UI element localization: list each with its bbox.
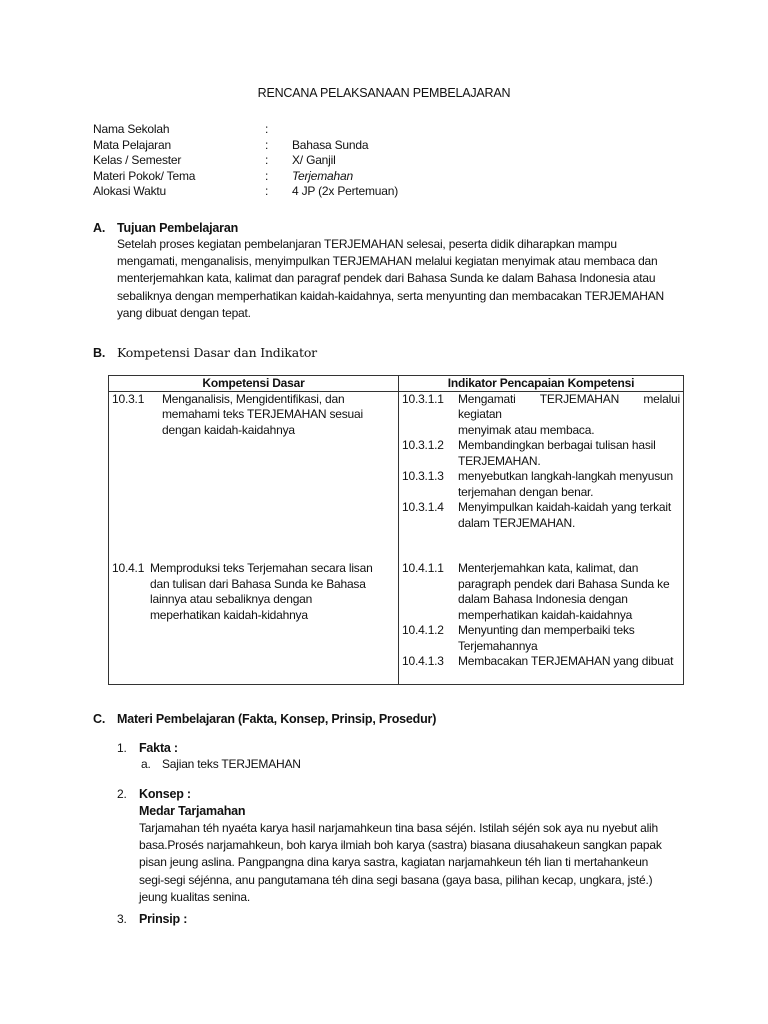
indikator-text bbox=[458, 500, 680, 531]
info-row bbox=[93, 184, 683, 200]
indikator-text bbox=[458, 392, 680, 439]
indikator-text-line: Terjemahannya bbox=[458, 638, 538, 653]
item-number: a. bbox=[141, 756, 151, 771]
info-row bbox=[93, 122, 683, 138]
info-colon: : bbox=[265, 153, 269, 167]
kd-text bbox=[150, 561, 395, 623]
info-value: Bahasa Sunda bbox=[292, 137, 369, 152]
info-row bbox=[93, 169, 683, 185]
section-letter: C. bbox=[93, 711, 106, 726]
info-value bbox=[292, 122, 683, 138]
kd bbox=[112, 392, 395, 439]
indikator-text bbox=[458, 561, 680, 623]
kompetensi-table bbox=[108, 375, 684, 685]
konsep-title: Konsep : bbox=[139, 786, 191, 801]
section-a-heading bbox=[93, 220, 683, 236]
section-c-heading bbox=[93, 711, 683, 727]
kd-cell bbox=[109, 531, 399, 684]
info-colon: : bbox=[265, 184, 269, 198]
indikator-text-line: TERJEMAHAN. bbox=[458, 453, 541, 468]
indikator-text bbox=[458, 654, 680, 670]
paragraph-line: segi-segi séjénna, anu pangutamana téh dina segi basana (gaya basa, pilihan kecap, ungkara, jsté.) bbox=[139, 872, 653, 887]
section-title: Kompetensi Dasar dan Indikator bbox=[117, 344, 317, 360]
kd-text-line: dengan kaidah-kaidahnya bbox=[162, 422, 295, 437]
indikator-code: 10.4.1.3 bbox=[402, 654, 444, 669]
indikator-text-line: dalam TERJEMAHAN. bbox=[458, 515, 576, 530]
indikator-code: 10.4.1.2 bbox=[402, 623, 444, 638]
item-number: 3. bbox=[117, 911, 127, 926]
info-label: Mata Pelajaran bbox=[93, 137, 171, 152]
indikator-code: 10.3.1.4 bbox=[402, 500, 444, 515]
indikator-code: 10.3.1.3 bbox=[402, 469, 444, 484]
indikator bbox=[402, 392, 680, 439]
info-label: Kelas / Semester bbox=[93, 153, 182, 167]
indikator-text-line: paragraph pendek dari Bahasa Sunda ke bbox=[458, 576, 670, 591]
indikator-code: 10.3.1.1 bbox=[402, 391, 444, 406]
info-colon: : bbox=[265, 168, 269, 183]
header-indikator: Indikator Pencapaian Kompetensi bbox=[399, 375, 684, 391]
info-row bbox=[93, 153, 683, 169]
document-title: RENCANA PELAKSANAAN PEMBELAJARAN bbox=[257, 86, 511, 100]
indikator bbox=[402, 438, 680, 469]
section-letter: B. bbox=[93, 345, 106, 360]
prinsip-title: Prinsip : bbox=[139, 911, 188, 926]
fakta-item: Sajian teks TERJEMAHAN bbox=[162, 756, 301, 771]
indikator-text-line: Membacakan TERJEMAHAN yang dibuat bbox=[458, 654, 674, 669]
item-number: 1. bbox=[117, 740, 127, 755]
indikator-text bbox=[458, 469, 680, 500]
kd-text-line: memahami teks TERJEMAHAN sesuai bbox=[162, 407, 363, 422]
konsep-subtitle: Medar Tarjamahan bbox=[139, 803, 246, 818]
paragraph-line: Tarjamahan téh nyaéta karya hasil narjamahkeun tina basa séjén. Istilah séjén sok aya nu nyebut alih bbox=[139, 820, 658, 835]
kd-text-line: dan tulisan dari Bahasa Sunda ke Bahasa bbox=[150, 576, 366, 591]
item-number: 2. bbox=[117, 786, 127, 801]
kd-code: 10.3.1 bbox=[112, 391, 145, 406]
info-value: 4 JP (2x Pertemuan) bbox=[292, 184, 399, 198]
kd-text-line: Memproduksi teks Terjemahan secara lisan bbox=[150, 561, 373, 576]
indikator-text bbox=[458, 623, 680, 654]
kd-code: 10.4.1 bbox=[112, 561, 145, 576]
indikator-text-line: menyimak atau membaca. bbox=[458, 422, 595, 437]
indikator-text-line: terjemahan dengan benar. bbox=[458, 484, 594, 499]
table-header-row bbox=[109, 375, 684, 391]
fakta-title: Fakta : bbox=[139, 740, 178, 755]
table-row bbox=[109, 391, 684, 531]
indikator-text bbox=[458, 438, 680, 469]
info-colon: : bbox=[265, 122, 269, 136]
info-label: Alokasi Waktu bbox=[93, 184, 166, 198]
indikator bbox=[402, 500, 680, 531]
fakta-item-row bbox=[117, 740, 683, 756]
indikator bbox=[402, 561, 680, 623]
paragraph-line: mengamati, menganalisis, menyimpulkan TERJEMAHAN melalui kegiatan menyimak atau membaca dan bbox=[117, 253, 658, 268]
section-title: Tujuan Pembelajaran bbox=[117, 220, 239, 235]
indikator-cell bbox=[399, 531, 684, 684]
paragraph-line: yang dibuat dengan tepat. bbox=[117, 306, 251, 321]
kd bbox=[112, 561, 395, 623]
indikator-text-line: menyebutkan langkah-langkah menyusun bbox=[458, 469, 673, 484]
indikator bbox=[402, 623, 680, 654]
table-row bbox=[109, 531, 684, 684]
indikator-text-line: Membandingkan berbagai tulisan hasil bbox=[458, 438, 656, 453]
paragraph-line: basa.Prosés narjamahkeun, boh karya ilmiah boh karya (sastra) biasana diusahakeun sangkan papak bbox=[139, 837, 662, 852]
paragraph-line: jeung kualitas senina. bbox=[139, 890, 251, 905]
indikator-text-line: Menterjemahkan kata, kalimat, dan bbox=[458, 561, 639, 576]
info-row bbox=[93, 138, 683, 154]
kd-cell bbox=[109, 391, 399, 531]
info-label: Materi Pokok/ Tema bbox=[93, 168, 196, 183]
indikator-code: 10.4.1.1 bbox=[402, 561, 444, 576]
section-letter: A. bbox=[93, 220, 106, 235]
kd-text-line: Menganalisis, Mengidentifikasi, dan bbox=[162, 391, 345, 406]
kd-text-line: lainnya atau sebaliknya dengan bbox=[150, 592, 313, 607]
info-block bbox=[93, 122, 683, 200]
indikator-code: 10.3.1.2 bbox=[402, 438, 444, 453]
tujuan-paragraph bbox=[117, 236, 683, 323]
indikator-cell bbox=[399, 391, 684, 531]
info-value: X/ Ganjil bbox=[292, 153, 336, 167]
header-kompetensi-dasar: Kompetensi Dasar bbox=[109, 375, 399, 391]
fakta-subitem-row bbox=[141, 756, 683, 772]
paragraph-line: pisan jeung aslina. Pangpangna dina karya sastra, kagiatan narjamahkeun téh lian ti mertahankeun bbox=[139, 855, 649, 870]
paragraph-line: sebaliknya dengan memperhatikan kaidah-kaidahnya, serta menyunting dan membacakan TERJEMAHAN bbox=[117, 288, 665, 303]
info-label: Nama Sekolah bbox=[93, 122, 170, 136]
konsep-paragraph bbox=[139, 820, 683, 907]
kd-text-line: meperhatikan kaidah-kidahnya bbox=[150, 607, 308, 622]
indikator-text-line: Menyunting dan memperbaiki teks bbox=[458, 623, 635, 638]
paragraph-line: menterjemahkan kata, kalimat dan paragraf pendek dari Bahasa Sunda ke dalam Bahasa Indonesia atau bbox=[117, 271, 656, 286]
kd-text bbox=[162, 392, 395, 439]
indikator bbox=[402, 654, 680, 670]
section-title: Materi Pembelajaran (Fakta, Konsep, Prinsip, Prosedur) bbox=[117, 711, 437, 726]
konsep-item-row bbox=[117, 786, 683, 802]
indikator bbox=[402, 469, 680, 500]
indikator-text-line: Menyimpulkan kaidah-kaidah yang terkait bbox=[458, 500, 671, 515]
prinsip-item-row bbox=[117, 911, 683, 927]
indikator-text-line: Mengamati TERJEMAHAN melalui kegiatan bbox=[458, 391, 680, 422]
indikator-text-line: memperhatikan kaidah-kaidahnya bbox=[458, 607, 633, 622]
indikator-text-line: dalam Bahasa Indonesia dengan bbox=[458, 592, 628, 607]
paragraph-line: Setelah proses kegiatan pembelanjaran TERJEMAHAN selesai, peserta didik diharapkan mampu bbox=[117, 236, 617, 251]
section-b-heading bbox=[93, 345, 683, 361]
info-colon: : bbox=[265, 137, 269, 152]
info-value: Terjemahan bbox=[292, 168, 353, 183]
